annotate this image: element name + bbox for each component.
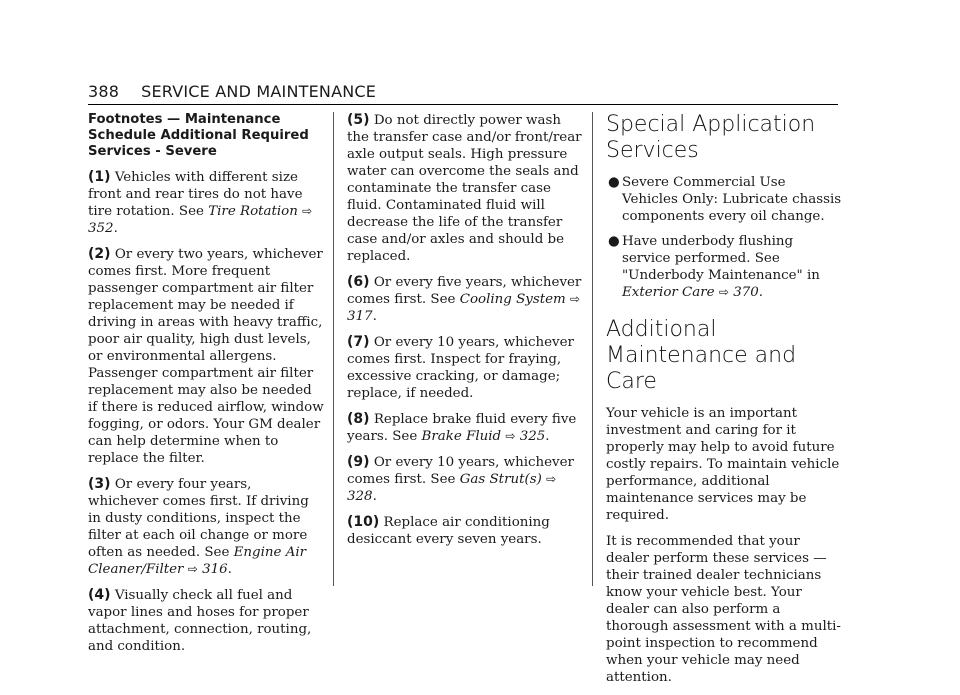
column-2 (347, 112, 583, 557)
list-item (606, 174, 842, 225)
punctuation: . (227, 562, 232, 577)
footnote-9 (347, 454, 583, 505)
footnote-text: Replace brake fluid every five years. See (347, 412, 577, 444)
section-title: SERVICE AND MAINTENANCE (141, 82, 377, 101)
footnote-text: Or every five years, whichever comes first. See (347, 275, 582, 307)
footnote-6 (347, 274, 583, 325)
punctuation: . (372, 489, 377, 504)
footnote-number: (6) (347, 274, 370, 290)
footnote-number: (5) (347, 112, 370, 128)
page-ref-arrow-icon: ⇨ (187, 562, 198, 576)
footnote-number: (3) (88, 476, 111, 492)
list-item (606, 233, 842, 301)
page-reference[interactable]: 325 (519, 429, 546, 444)
column-3 (606, 112, 842, 695)
column-1 (88, 112, 324, 664)
footnote-3 (88, 476, 324, 578)
column-divider (333, 112, 334, 586)
page-reference[interactable]: 317 (347, 309, 373, 324)
page-reference[interactable]: 352 (88, 221, 114, 236)
special-application-heading: Special Application Services (606, 112, 816, 163)
footnote-8 (347, 411, 583, 445)
page-number: 388 (88, 82, 120, 101)
footnote-number: (2) (88, 246, 111, 262)
punctuation: . (113, 221, 118, 236)
page-reference[interactable]: 316 (202, 562, 228, 577)
footnote-text: Or every four years, whichever comes first. If driving in dusty conditions, inspect the filter at each oil change or more often as needed. See (88, 477, 309, 560)
footnote-number: (8) (347, 411, 370, 427)
list-item-text: Severe Commercial Use Vehicles Only: Lubricate chassis components every oil change. (622, 175, 842, 224)
footnote-number: (1) (88, 169, 111, 185)
column-divider (592, 112, 593, 586)
footnote-text: Replace air conditioning desiccant every seven years. (347, 515, 550, 547)
page-ref-arrow-icon: ⇨ (569, 292, 581, 306)
footnote-text: Do not directly power wash the transfer case and/or front/rear axle output seals. High pressure water can overcome the seals and contaminate the transfer case fluid. Contaminated fluid will decrease the life of the transfer case and/or axles and should be replaced. (347, 113, 582, 264)
special-application-list (606, 174, 842, 301)
cross-reference-link[interactable]: Exterior Care (622, 285, 715, 300)
paragraph: Your vehicle is an important investment and caring for it properly may help to avoid future costly repairs. To maintain vehicle performance, additional maintenance services may be required. (606, 406, 840, 523)
cross-reference-link[interactable]: Engine Air Cleaner/Filter (88, 545, 307, 577)
footnote-1 (88, 169, 324, 237)
footnote-2 (88, 246, 324, 467)
paragraph: It is recommended that your dealer perform these services — their trained dealer technicians know your vehicle best. Your dealer can also perform a thorough assessment with a multi-point inspection to recommend when your vehicle may need attention. (606, 534, 841, 685)
page-ref-arrow-icon: ⇨ (546, 472, 557, 486)
footnote-number: (10) (347, 514, 380, 530)
footnote-text: Or every 10 years, whichever comes first. Inspect for fraying, excessive cracking, or damage; replace, if needed. (347, 335, 574, 401)
footnote-text: Or every 10 years, whichever comes first. See (347, 455, 574, 487)
punctuation: . (372, 309, 377, 324)
page-reference[interactable]: 328 (347, 489, 373, 504)
bullet-icon: ● (608, 175, 620, 190)
cross-reference-link[interactable]: Gas Strut(s) (459, 472, 542, 487)
footnote-number: (7) (347, 334, 370, 350)
footnote-text: Vehicles with different size front and rear tires do not have tire rotation. See (88, 170, 303, 219)
footnote-text: Or every two years, whichever comes first. More frequent passenger compartment air filter replacement may be needed if driving in areas with heavy traffic, poor air quality, high dust levels, or environmental allergens. Passenger compartment air filter replacement may also be needed if there is reduced airflow, window fogging, or odors. Your GM dealer can help determine when to replace the filter. (88, 247, 324, 466)
page-reference[interactable]: 370 (733, 285, 759, 300)
footnote-5 (347, 112, 583, 265)
page-ref-arrow-icon: ⇨ (505, 429, 516, 443)
footnote-10 (347, 514, 583, 548)
bullet-icon: ● (608, 234, 620, 249)
page-header (88, 82, 838, 105)
punctuation: . (545, 429, 550, 444)
footnotes-heading: Footnotes — Maintenance Schedule Additional Required Services - Severe (88, 112, 309, 159)
footnote-text: Visually check all fuel and vapor lines and hoses for proper attachment, connection, routing, and condition. (88, 588, 312, 654)
punctuation: . (758, 285, 764, 300)
footnote-number: (9) (347, 454, 370, 470)
cross-reference-link[interactable]: Brake Fluid (421, 429, 502, 444)
footnote-4 (88, 587, 324, 655)
footnote-number: (4) (88, 587, 111, 603)
page-ref-arrow-icon: ⇨ (302, 204, 313, 218)
additional-maintenance-heading: Additional Maintenance and Care (606, 317, 797, 394)
cross-reference-link[interactable]: Cooling System (459, 292, 566, 307)
cross-reference-link[interactable]: Tire Rotation (208, 204, 298, 219)
footnote-7 (347, 334, 583, 402)
list-item-text: Have underbody flushing service performed. See "Underbody Maintenance" in (622, 234, 820, 283)
page-ref-arrow-icon: ⇨ (718, 285, 729, 299)
